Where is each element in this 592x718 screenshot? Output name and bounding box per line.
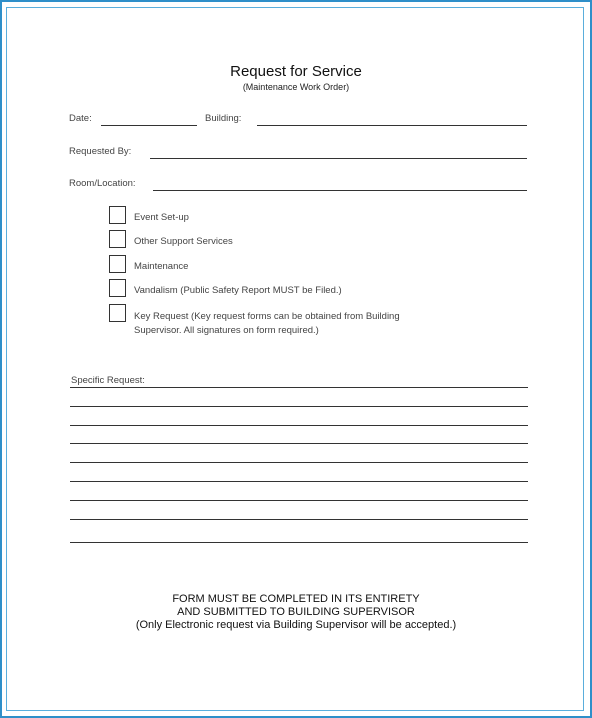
option-vandalism-label: Vandalism (Public Safety Report MUST be Filed.) — [134, 285, 342, 296]
specific-request-line[interactable] — [70, 425, 528, 426]
form-subtitle: (Maintenance Work Order) — [242, 82, 350, 92]
specific-request-line[interactable] — [70, 542, 528, 543]
option-maintenance-label: Maintenance — [134, 261, 189, 272]
option-other-support-services-label: Other Support Services — [134, 236, 233, 247]
footer-line-3: (Only Electronic request via Building Supervisor will be accepted.) — [135, 619, 457, 631]
requested-by-label: Requested By: — [69, 146, 132, 157]
specific-request-line[interactable] — [70, 387, 528, 388]
checkbox-event-setup[interactable] — [109, 206, 126, 224]
option-key-request-label: Key Request (Key request forms can be obtained from Building — [134, 311, 400, 322]
specific-request-line[interactable] — [70, 406, 528, 407]
checkbox-maintenance[interactable] — [109, 255, 126, 273]
room-location-label: Room/Location: — [69, 178, 136, 189]
form-title: Request for Service — [230, 63, 362, 80]
room-location-field[interactable] — [153, 190, 527, 191]
date-label: Date: — [69, 113, 92, 124]
specific-request-line[interactable] — [70, 443, 528, 444]
building-label: Building: — [205, 113, 242, 124]
specific-request-line[interactable] — [70, 481, 528, 482]
specific-request-line[interactable] — [70, 500, 528, 501]
requested-by-field[interactable] — [150, 158, 527, 159]
building-field[interactable] — [257, 125, 527, 126]
footer-line-1: FORM MUST BE COMPLETED IN ITS ENTIRETY — [172, 593, 420, 605]
option-event-setup-label: Event Set-up — [134, 212, 189, 223]
specific-request-line[interactable] — [70, 519, 528, 520]
specific-request-line[interactable] — [70, 462, 528, 463]
date-field[interactable] — [101, 125, 197, 126]
footer-line-2: AND SUBMITTED TO BUILDING SUPERVISOR — [177, 606, 415, 618]
checkbox-other-support-services[interactable] — [109, 230, 126, 248]
checkbox-key-request[interactable] — [109, 304, 126, 322]
option-key-request-label-line2: Supervisor. All signatures on form required.) — [134, 325, 319, 336]
checkbox-vandalism[interactable] — [109, 279, 126, 297]
specific-request-label: Specific Request: — [71, 375, 145, 386]
